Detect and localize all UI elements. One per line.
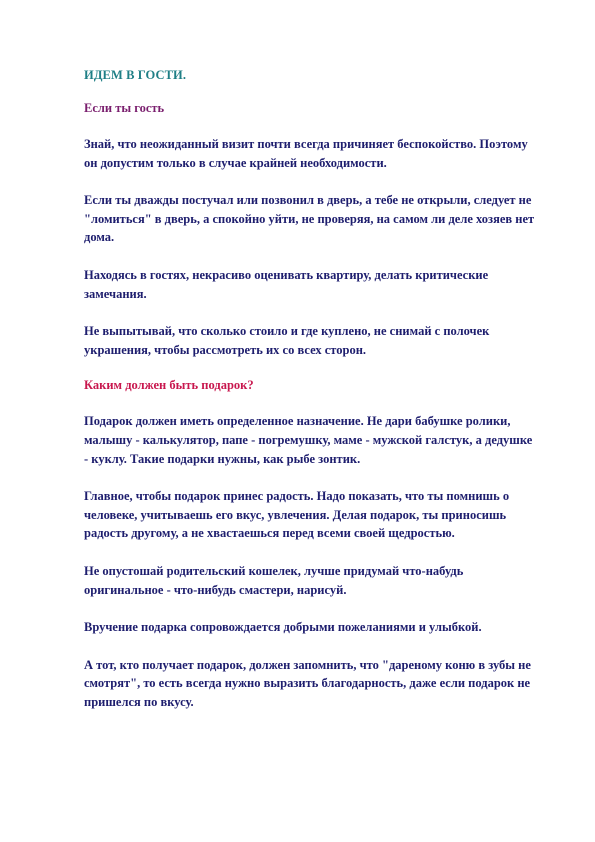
section-heading-gift: Каким должен быть подарок?: [84, 378, 254, 393]
paragraph: Не опустошай родительский кошелек, лучше придумай что-набудь оригинальное - что-нибудь смастери, нарисуй.: [84, 563, 464, 597]
paragraph: А тот, кто получает подарок, должен запомнить, что "дареному коню в зубы не смотрят", то есть всегда нужно выразить благодарность, даже если подарок не пришелся по вкусу.: [84, 657, 531, 709]
page-title: ИДЕМ В ГОСТИ.: [84, 68, 187, 82]
paragraph: Главное, чтобы подарок принес радость. Надо показать, что ты помнишь о человеке, учитываешь его вкус, увлечения. Делая подарок, ты приносишь радость другому, а не хвастаешься перед всеми своей щедростью.: [84, 489, 510, 541]
paragraph: Вручение подарка сопровождается добрыми пожеланиями и улыбкой.: [84, 620, 482, 635]
paragraph: Не выпытывай, что сколько стоило и где куплено, не снимай с полочек украшения, чтобы рассмотреть их со всех сторон.: [84, 324, 490, 357]
paragraph: Если ты дважды постучал или позвонил в дверь, а тебе не открыли, следует не "ломиться" в дверь, а спокойно уйти, не проверяя, на самом ли деле хозяев нет дома.: [84, 193, 535, 245]
paragraph: Знай, что неожиданный визит почти всегда причиняет беспокойство. Поэтому он допустим только в случае крайней необходимости.: [84, 137, 528, 170]
section-heading-guest: Если ты гость: [84, 101, 165, 115]
paragraph: Подарок должен иметь определенное назначение. Не дари бабушке ролики, малышу - калькулятор, папе - погремушку, маме - мужской галстук, а дедушке - куклу. Такие подарки нужны, как рыбе зонтик.: [84, 414, 533, 466]
paragraph: Находясь в гостях, некрасиво оценивать квартиру, делать критические замечания.: [84, 267, 489, 301]
